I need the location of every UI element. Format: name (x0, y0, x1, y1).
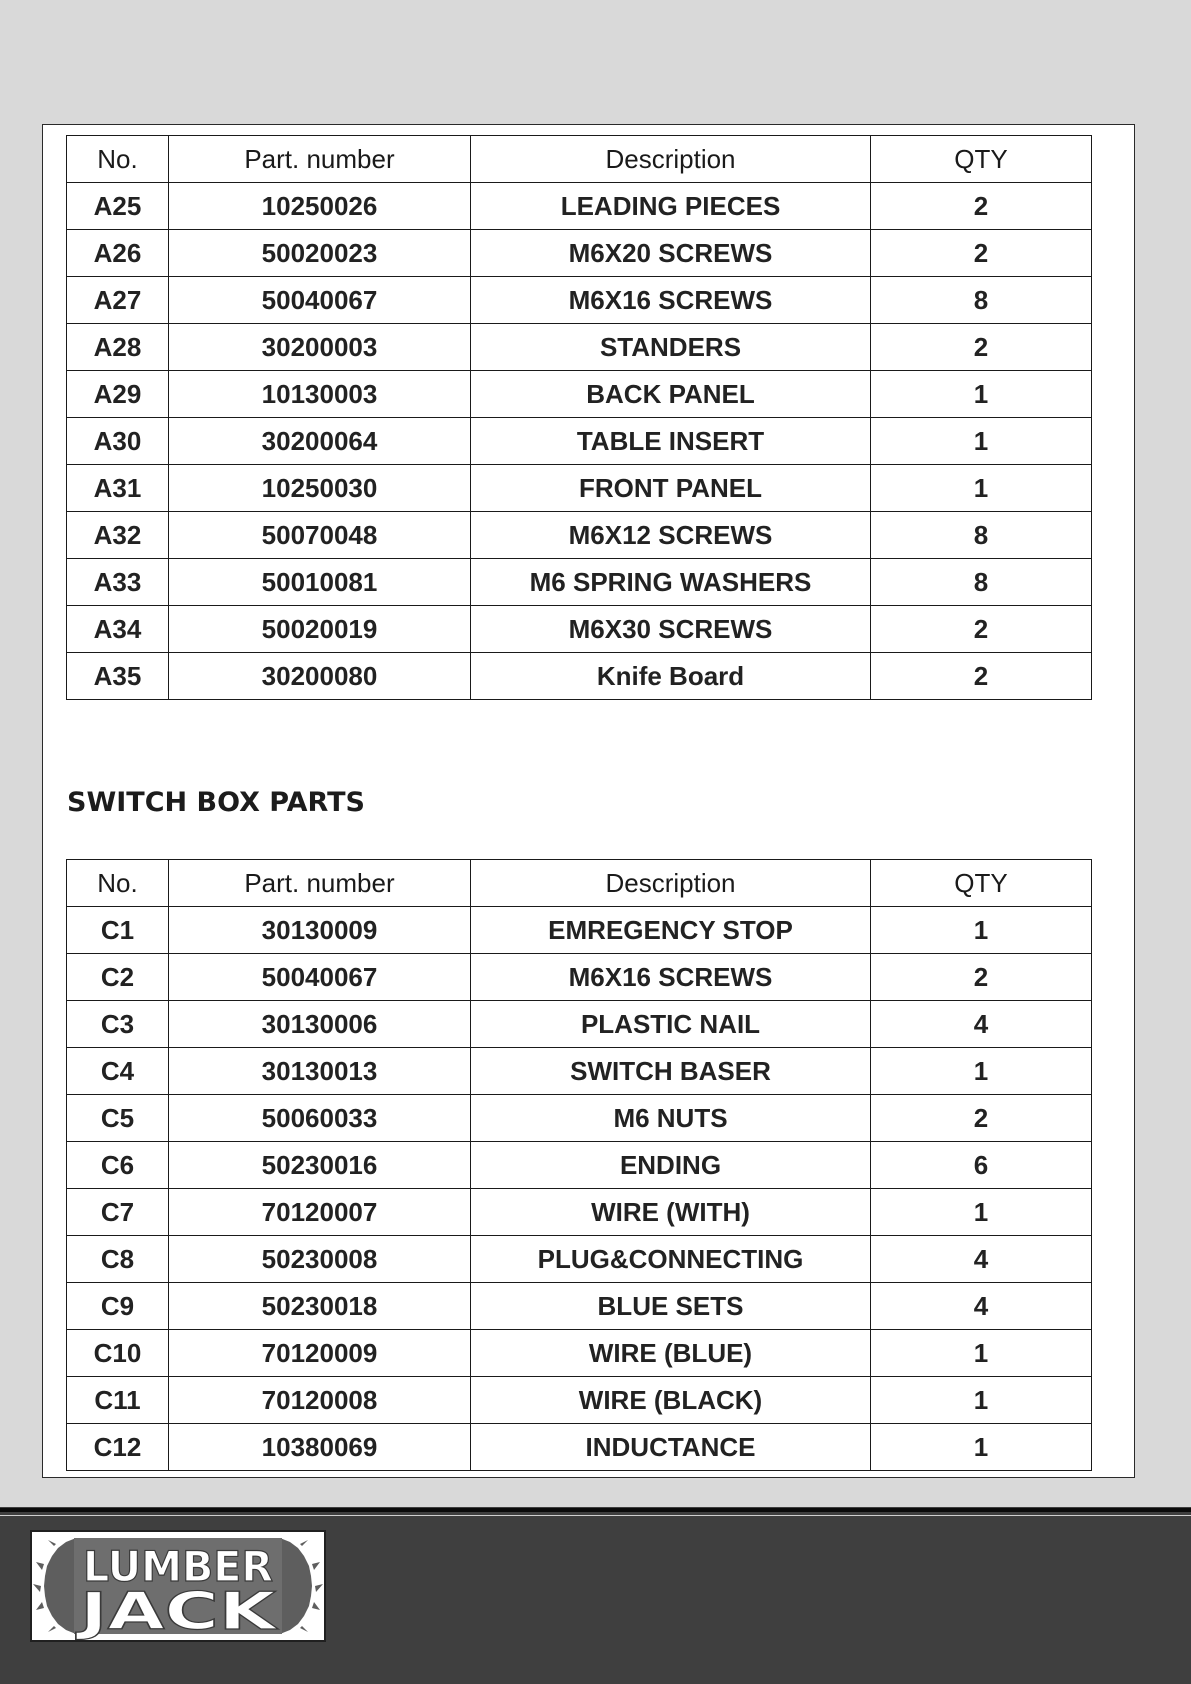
cell-part-number: 50070048 (169, 512, 471, 559)
cell-no: A28 (67, 324, 169, 371)
cell-no: A27 (67, 277, 169, 324)
table-row (67, 606, 1092, 653)
cell-description: M6X30 SCREWS (471, 606, 871, 653)
table-row (67, 324, 1092, 371)
cell-qty: 1 (871, 1048, 1092, 1095)
cell-no: A29 (67, 371, 169, 418)
cell-qty: 1 (871, 1189, 1092, 1236)
cell-part-number: 50230018 (169, 1283, 471, 1330)
cell-qty: 4 (871, 1236, 1092, 1283)
header-no: No. (67, 136, 169, 183)
table-c-body (67, 907, 1092, 1471)
header-no: No. (67, 860, 169, 907)
cell-description: TABLE INSERT (471, 418, 871, 465)
cell-part-number: 50230008 (169, 1236, 471, 1283)
cell-description: WIRE (WITH) (471, 1189, 871, 1236)
cell-qty: 8 (871, 512, 1092, 559)
cell-part-number: 50040067 (169, 277, 471, 324)
header-part-number: Part. number (169, 136, 471, 183)
table-row (67, 465, 1092, 512)
saw-blade-right-icon (280, 1538, 323, 1634)
table-row (67, 277, 1092, 324)
table-header-row (67, 136, 1092, 183)
brand-logo (30, 1530, 326, 1642)
cell-part-number: 70120007 (169, 1189, 471, 1236)
cell-qty: 2 (871, 230, 1092, 277)
cell-description: WIRE (BLACK) (471, 1377, 871, 1424)
cell-qty: 1 (871, 1377, 1092, 1424)
cell-qty: 4 (871, 1001, 1092, 1048)
cell-no: A34 (67, 606, 169, 653)
table-header-row (67, 860, 1092, 907)
cell-part-number: 30130009 (169, 907, 471, 954)
cell-qty: 1 (871, 1424, 1092, 1471)
cell-no: C9 (67, 1283, 169, 1330)
table-row (67, 1236, 1092, 1283)
header-qty: QTY (871, 860, 1092, 907)
cell-qty: 2 (871, 183, 1092, 230)
cell-description: M6X16 SCREWS (471, 277, 871, 324)
cell-description: ENDING (471, 1142, 871, 1189)
cell-description: SWITCH BASER (471, 1048, 871, 1095)
cell-no: C6 (67, 1142, 169, 1189)
cell-description: M6X20 SCREWS (471, 230, 871, 277)
cell-qty: 6 (871, 1142, 1092, 1189)
cell-no: A32 (67, 512, 169, 559)
table-row (67, 559, 1092, 606)
cell-description: M6X16 SCREWS (471, 954, 871, 1001)
cell-part-number: 50020023 (169, 230, 471, 277)
table-row (67, 1424, 1092, 1471)
cell-description: LEADING PIECES (471, 183, 871, 230)
cell-qty: 1 (871, 465, 1092, 512)
table-row (67, 418, 1092, 465)
cell-no: A26 (67, 230, 169, 277)
cell-no: A33 (67, 559, 169, 606)
cell-qty: 2 (871, 653, 1092, 700)
section-title: SWITCH BOX PARTS (67, 787, 365, 818)
cell-part-number: 30200064 (169, 418, 471, 465)
cell-qty: 2 (871, 606, 1092, 653)
cell-description: INDUCTANCE (471, 1424, 871, 1471)
cell-part-number: 50060033 (169, 1095, 471, 1142)
header-description: Description (471, 136, 871, 183)
saw-blade-left-icon (33, 1538, 76, 1634)
cell-description: STANDERS (471, 324, 871, 371)
table-row (67, 954, 1092, 1001)
cell-qty: 1 (871, 371, 1092, 418)
cell-qty: 2 (871, 1095, 1092, 1142)
cell-description: Knife Board (471, 653, 871, 700)
cell-part-number: 10250026 (169, 183, 471, 230)
cell-description: M6 SPRING WASHERS (471, 559, 871, 606)
table-row (67, 183, 1092, 230)
logo-line-2: JACK (75, 1582, 279, 1640)
header-part-number: Part. number (169, 860, 471, 907)
cell-part-number: 50010081 (169, 559, 471, 606)
cell-qty: 1 (871, 418, 1092, 465)
cell-part-number: 70120009 (169, 1330, 471, 1377)
cell-description: WIRE (BLUE) (471, 1330, 871, 1377)
cell-no: C10 (67, 1330, 169, 1377)
cell-part-number: 10380069 (169, 1424, 471, 1471)
cell-no: C2 (67, 954, 169, 1001)
table-row (67, 1330, 1092, 1377)
parts-table-a (66, 135, 1092, 700)
cell-description: BACK PANEL (471, 371, 871, 418)
table-row (67, 512, 1092, 559)
footer-divider (0, 1508, 1191, 1512)
cell-description: FRONT PANEL (471, 465, 871, 512)
cell-no: C12 (67, 1424, 169, 1471)
cell-no: A30 (67, 418, 169, 465)
table-row (67, 1142, 1092, 1189)
cell-description: PLUG&CONNECTING (471, 1236, 871, 1283)
cell-no: C5 (67, 1095, 169, 1142)
cell-part-number: 50230016 (169, 1142, 471, 1189)
parts-sheet (42, 124, 1135, 1478)
cell-description: BLUE SETS (471, 1283, 871, 1330)
cell-no: C4 (67, 1048, 169, 1095)
cell-no: A25 (67, 183, 169, 230)
cell-part-number: 50020019 (169, 606, 471, 653)
cell-part-number: 30130006 (169, 1001, 471, 1048)
table-row (67, 1048, 1092, 1095)
footer-divider-highlight (0, 1515, 1191, 1516)
table-row (67, 371, 1092, 418)
header-description: Description (471, 860, 871, 907)
cell-qty: 1 (871, 907, 1092, 954)
cell-part-number: 50040067 (169, 954, 471, 1001)
cell-no: A31 (67, 465, 169, 512)
cell-description: M6 NUTS (471, 1095, 871, 1142)
cell-qty: 4 (871, 1283, 1092, 1330)
cell-no: C3 (67, 1001, 169, 1048)
cell-part-number: 10250030 (169, 465, 471, 512)
table-row (67, 230, 1092, 277)
logo-graphic (32, 1532, 324, 1640)
cell-qty: 8 (871, 277, 1092, 324)
cell-no: C8 (67, 1236, 169, 1283)
table-row (67, 1189, 1092, 1236)
cell-qty: 8 (871, 559, 1092, 606)
cell-qty: 1 (871, 1330, 1092, 1377)
header-qty: QTY (871, 136, 1092, 183)
cell-description: PLASTIC NAIL (471, 1001, 871, 1048)
table-row (67, 1001, 1092, 1048)
cell-part-number: 30200003 (169, 324, 471, 371)
cell-part-number: 30200080 (169, 653, 471, 700)
table-row (67, 653, 1092, 700)
cell-part-number: 70120008 (169, 1377, 471, 1424)
table-row (67, 907, 1092, 954)
cell-qty: 2 (871, 324, 1092, 371)
cell-description: EMREGENCY STOP (471, 907, 871, 954)
cell-no: C1 (67, 907, 169, 954)
table-row (67, 1283, 1092, 1330)
table-row (67, 1095, 1092, 1142)
cell-qty: 2 (871, 954, 1092, 1001)
cell-part-number: 30130013 (169, 1048, 471, 1095)
cell-no: C11 (67, 1377, 169, 1424)
cell-no: A35 (67, 653, 169, 700)
table-row (67, 1377, 1092, 1424)
logo-line-1: LUMBER (83, 1542, 273, 1591)
table-a-body (67, 183, 1092, 700)
cell-description: M6X12 SCREWS (471, 512, 871, 559)
cell-no: C7 (67, 1189, 169, 1236)
cell-part-number: 10130003 (169, 371, 471, 418)
parts-table-c (66, 859, 1092, 1471)
